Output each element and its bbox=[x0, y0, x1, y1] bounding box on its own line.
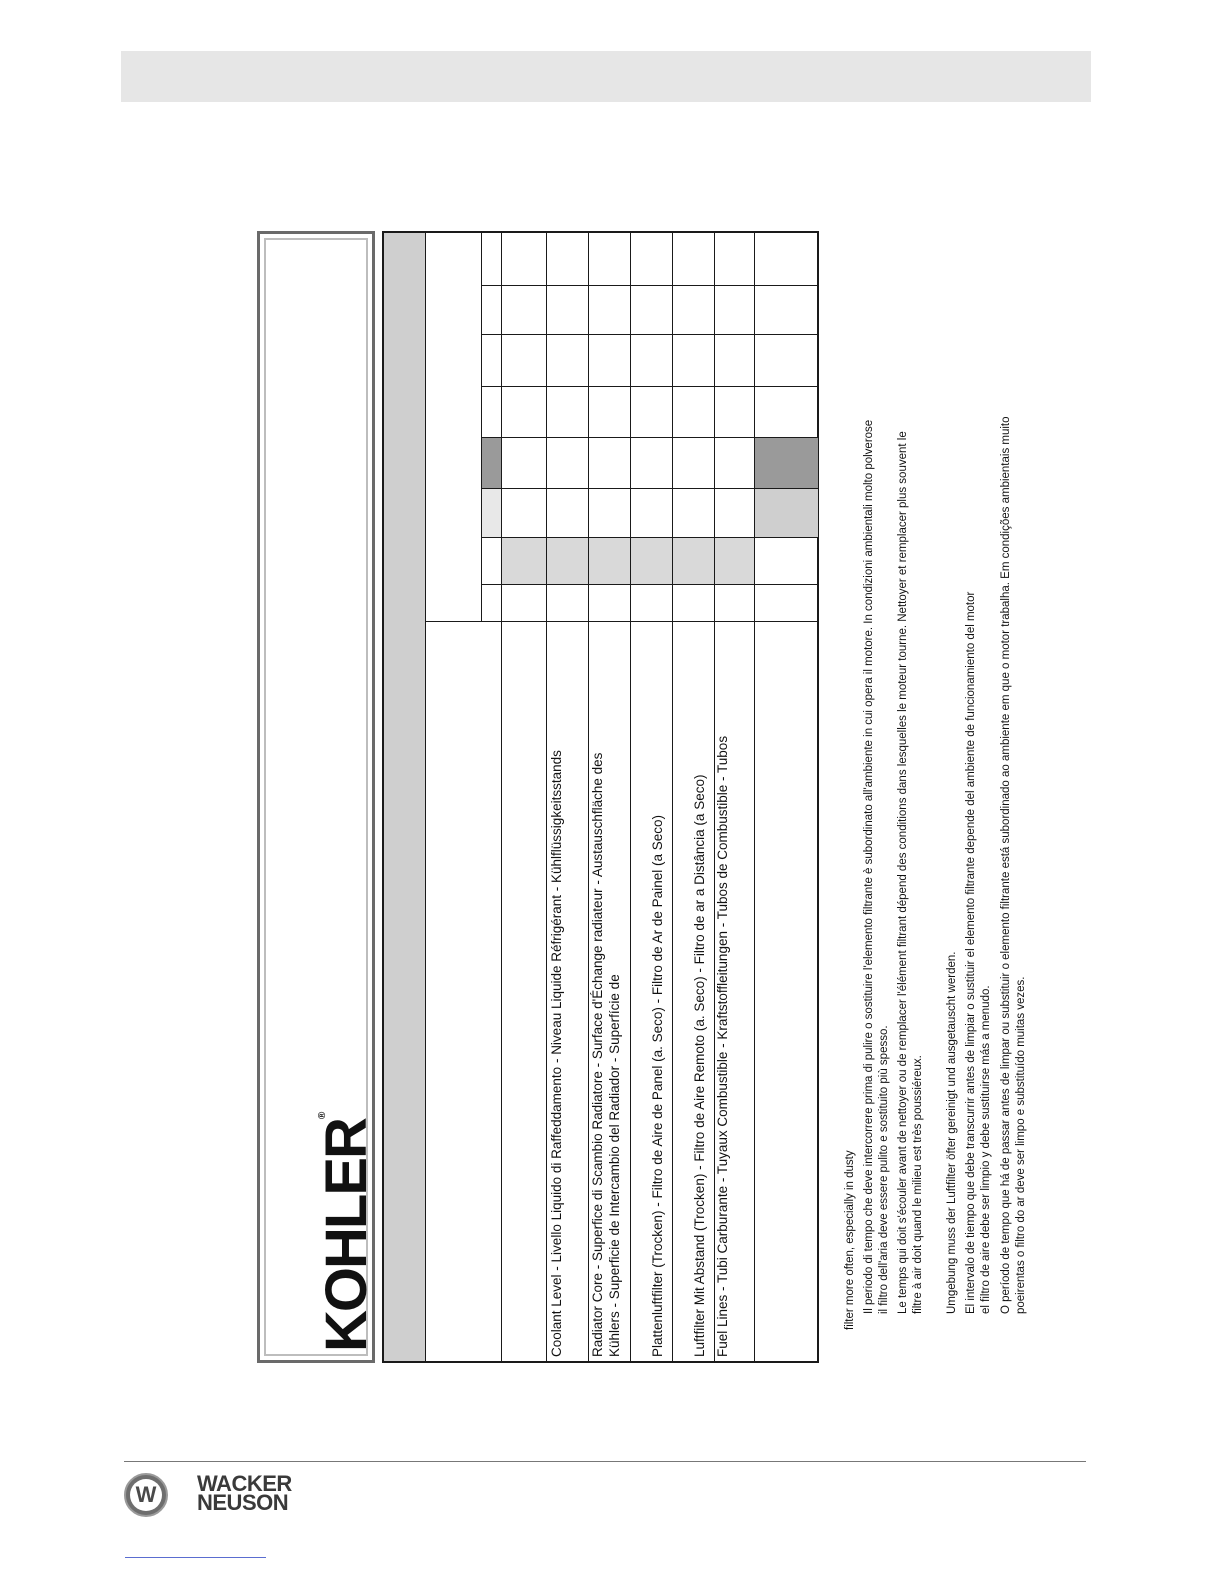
note-en: filter more often, especially in dusty bbox=[844, 1150, 856, 1330]
header-band bbox=[121, 51, 1091, 102]
note-pt bbox=[999, 416, 1029, 1314]
note-es-line1: El intervalo de tiempo que debe transcurrir antes de limpiar o sustituir el elemento filtrante depende del ambiente de funcionamiento del motor bbox=[965, 591, 977, 1314]
row-divider bbox=[672, 231, 673, 1363]
row-divider bbox=[425, 231, 426, 1363]
interval-divider bbox=[481, 437, 819, 438]
note-it bbox=[862, 420, 892, 1314]
interval-cell-shaded bbox=[672, 537, 714, 584]
interval-cell-shaded bbox=[588, 537, 630, 584]
interval-cell-shaded bbox=[546, 537, 588, 584]
note-pt-line1: O período de tempo que há de passar antes de limpar ou substituir o elemento filtrante está subordinado ao ambiente em que o motor trabalha. Em condições ambientais muito bbox=[1000, 416, 1012, 1314]
note-fr-line2: filtre à air doit quand le milieu est très poussiéreux. bbox=[911, 1055, 924, 1314]
footer-link-underline[interactable] bbox=[125, 1557, 266, 1558]
interval-cell-shaded bbox=[754, 488, 818, 537]
note-it-line1: Il periodo di tempo che deve intercorrere prima di pulire o sostituire l'elemento filtrante è subordinato all'ambiente in cui opera il motore. In condizioni ambientali molto polverose bbox=[863, 419, 875, 1314]
row-divider bbox=[588, 231, 589, 1363]
footer-divider bbox=[124, 1461, 1086, 1462]
interval-divider bbox=[425, 621, 819, 622]
kohler-logo bbox=[314, 1111, 379, 1352]
neuson-logo-line: NEUSON bbox=[197, 1490, 289, 1515]
row-divider bbox=[754, 231, 755, 1363]
wacker-neuson-emblem-letter: W bbox=[130, 1479, 162, 1511]
note-fr-line1: Le temps qui doit s'écouler avant de nettoyer ou de remplacer l'élément filtrant dépend des conditions dans lesquelles le moteur tourne. Nettoyer et remplacer plus souvent le bbox=[897, 431, 909, 1314]
row-label-radiator-core-line1: Radiator Core - Superfice di Scambio Radiatore - Surface d'Échange radiateur - Austauschfläche des bbox=[590, 752, 605, 1357]
interval-divider bbox=[481, 488, 819, 489]
interval-divider bbox=[481, 537, 819, 538]
interval-cell-shaded bbox=[501, 537, 546, 584]
interval-header-shaded-dark bbox=[481, 437, 501, 488]
note-de: Umgebung muss der Luftfilter öfter gereinigt und ausgetauscht werden. bbox=[946, 951, 958, 1314]
kohler-logo-text: KOHLER bbox=[314, 1119, 379, 1352]
interval-divider bbox=[481, 334, 819, 335]
note-es-line2: el filtro de aire debe ser limpio y debe sustituirse más a menudo. bbox=[979, 985, 992, 1314]
interval-cell-shaded-dark bbox=[754, 437, 818, 488]
note-pt-line2: poeirentas o filtro do ar deve ser limpo e substituído muitas vezes. bbox=[1014, 976, 1027, 1314]
row-divider bbox=[546, 231, 547, 1363]
interval-header-shaded bbox=[481, 488, 501, 537]
interval-divider bbox=[481, 386, 819, 387]
wacker-neuson-logo bbox=[197, 1471, 292, 1515]
registered-mark: ® bbox=[317, 1111, 328, 1120]
row-label-radiator-core bbox=[590, 753, 624, 1357]
row-label-panel-air-filter: Plattenluftfilter (Trocken) - Filtro de Aire de Panel (a. Seco) - Filtro de Ar de Painel (a Seco) bbox=[650, 815, 665, 1357]
interval-cell-shaded bbox=[630, 537, 672, 584]
row-label-fuel-lines: Fuel Lines - Tubi Carburante - Tuyaux Combustible - Kraftstoffleitungen - Tubos de Combustible - Tubos bbox=[715, 735, 730, 1357]
row-label-radiator-core-line2: Kühlers - Superficie de Intercambio del Radiador - Superfície de bbox=[606, 974, 622, 1357]
wacker-neuson-emblem-icon bbox=[124, 1473, 168, 1517]
note-fr bbox=[896, 431, 926, 1314]
row-divider bbox=[501, 231, 502, 1363]
wacker-logo-line: WACKER bbox=[197, 1471, 292, 1496]
row-label-remote-air-filter: Luftfilter Mit Abstand (Trocken) - Filtro de Aire Remoto (a. Seco) - Filtro de ar a Distância (a Seco) bbox=[692, 774, 707, 1357]
row-divider bbox=[481, 231, 482, 621]
interval-divider bbox=[481, 584, 819, 585]
interval-divider bbox=[481, 285, 819, 286]
row-label-coolant-level: Coolant Level - Livello Liquido di Raffeddamento - Niveau Liquide Réfrigérant - Kühlflüssigkeitsstands bbox=[549, 750, 564, 1357]
interval-cell-shaded bbox=[714, 537, 754, 584]
note-it-line2: il filtro dell'aria deve essere pulito e sostituito più spesso. bbox=[877, 1025, 890, 1314]
row-divider bbox=[630, 231, 631, 1363]
note-es bbox=[964, 592, 994, 1314]
